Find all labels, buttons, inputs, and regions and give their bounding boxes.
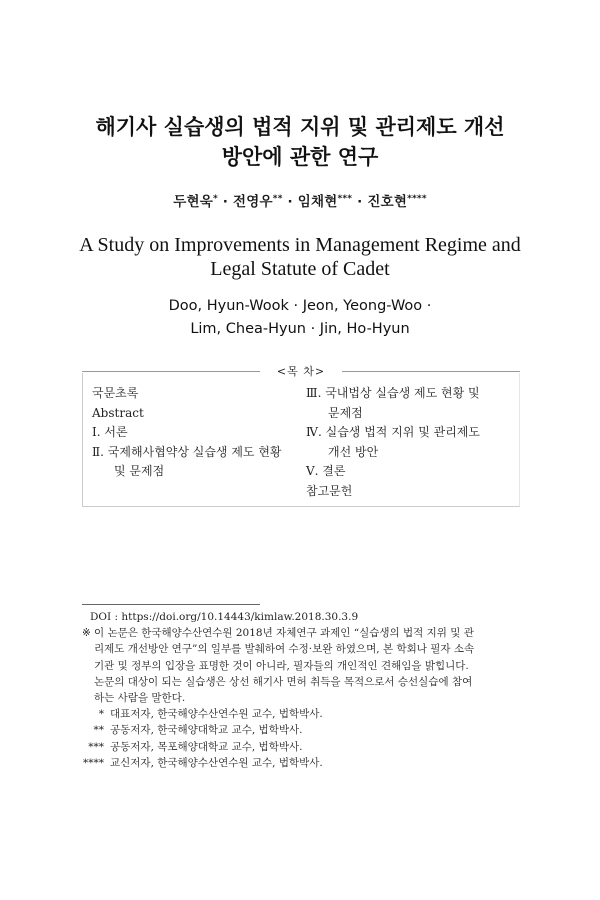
author-affiliation <box>82 722 522 738</box>
note-text: 리제도 개선방안 연구”의 일부를 발췌하여 수정·보완 하였으며, 본 학회나 필자 소속 <box>94 643 475 656</box>
toc-heading: <목 차> <box>260 363 342 379</box>
note-line <box>82 625 522 641</box>
english-authors-line-2: Lim, Chea-Hyun · Jin, Ho-Hyun <box>190 321 410 337</box>
footnote-rule <box>82 604 260 605</box>
author-footnote-mark: * <box>212 194 218 204</box>
note-line <box>94 641 522 657</box>
affiliation-mark: *** <box>88 740 104 753</box>
author-name: 임채현 <box>297 194 338 210</box>
toc-top-rule-right <box>332 371 520 372</box>
author-footnote-mark: *** <box>337 194 353 204</box>
affiliation-text: 공동저자, 목포해양대학교 교수, 법학박사. <box>110 740 303 753</box>
note-line <box>94 658 522 674</box>
affiliation-text: 대표저자, 한국해양수산연수원 교수, 법학박사. <box>110 708 323 721</box>
english-title-line-2: Legal Statute of Cadet <box>210 258 390 280</box>
affiliation-mark: **** <box>83 756 104 769</box>
author-affiliation <box>82 739 522 755</box>
toc-entry: 및 문제점 <box>114 464 165 478</box>
korean-title-line-2: 방안에 관한 연구 <box>221 145 379 169</box>
toc-left-column <box>92 384 302 482</box>
note-line <box>94 674 522 690</box>
toc-entry: Ⅰ. 서론 <box>92 425 128 439</box>
author-separator: · <box>282 194 298 210</box>
author-name: 진호현 <box>367 194 408 210</box>
toc-entry: 참고문헌 <box>306 483 353 498</box>
author-separator: · <box>217 194 234 210</box>
footnotes <box>82 609 522 771</box>
author-affiliation <box>82 706 522 722</box>
toc-entry: Abstract <box>92 405 144 420</box>
toc-entry: 국문초록 <box>92 386 139 400</box>
author-footnote-mark: ** <box>272 194 283 204</box>
toc-entry: Ⅲ. 국내법상 실습생 제도 현황 및 <box>306 386 480 400</box>
author-footnote-mark: **** <box>407 194 427 204</box>
doi-line: DOI : https://doi.org/10.14443/kimlaw.2018.30.3.9 <box>90 611 359 623</box>
toc-right-column <box>306 384 516 501</box>
affiliation-mark: ** <box>93 724 104 737</box>
english-authors-line-1: Doo, Hyun-Wook · Jeon, Yeong-Woo · <box>168 298 432 314</box>
note-text: 하는 사람을 말한다. <box>94 692 186 705</box>
affiliation-mark: * <box>98 708 104 721</box>
author-name: 전영우 <box>233 194 273 210</box>
korean-author-list <box>40 190 560 210</box>
affiliation-text: 교신저자, 한국해양수산연수원 교수, 법학박사. <box>110 756 323 769</box>
author-separator: · <box>352 194 368 210</box>
note-text: 이 논문은 한국해양수산연수원 2018년 자체연구 과제인 “실습생의 법적 지위 및 관 <box>94 627 474 640</box>
note-text: 기관 및 정부의 입장을 표명한 것이 아니라, 필자들의 개인적인 견해임을 밝힙니다. <box>94 659 469 672</box>
author-affiliation <box>82 755 522 771</box>
author-affiliation-notes <box>82 706 522 771</box>
english-title-line-1: A Study on Improvements in Management Regime and <box>79 234 521 256</box>
affiliation-text: 공동저자, 한국해양대학교 교수, 법학박사. <box>110 724 303 737</box>
toc-entry: 개선 방안 <box>328 444 379 459</box>
note-line <box>94 690 522 706</box>
funding-note <box>82 625 522 706</box>
note-text: 논문의 대상이 되는 실습생은 상선 해기사 면허 취득을 목적으로서 승선실습에 참여 <box>94 675 473 688</box>
toc-top-rule-left <box>82 371 270 372</box>
note-mark: ※ <box>82 627 91 640</box>
toc-entry: Ⅴ. 결론 <box>306 464 346 478</box>
toc-entry: Ⅱ. 국제해사협약상 실습생 제도 현황 <box>92 444 282 459</box>
toc-entry: Ⅳ. 실습생 법적 지위 및 관리제도 <box>306 425 480 439</box>
korean-title-line-1: 해기사 실습생의 법적 지위 및 관리제도 개선 <box>95 115 505 139</box>
author-name: 두현욱 <box>173 194 213 210</box>
toc-entry: 문제점 <box>328 405 363 420</box>
